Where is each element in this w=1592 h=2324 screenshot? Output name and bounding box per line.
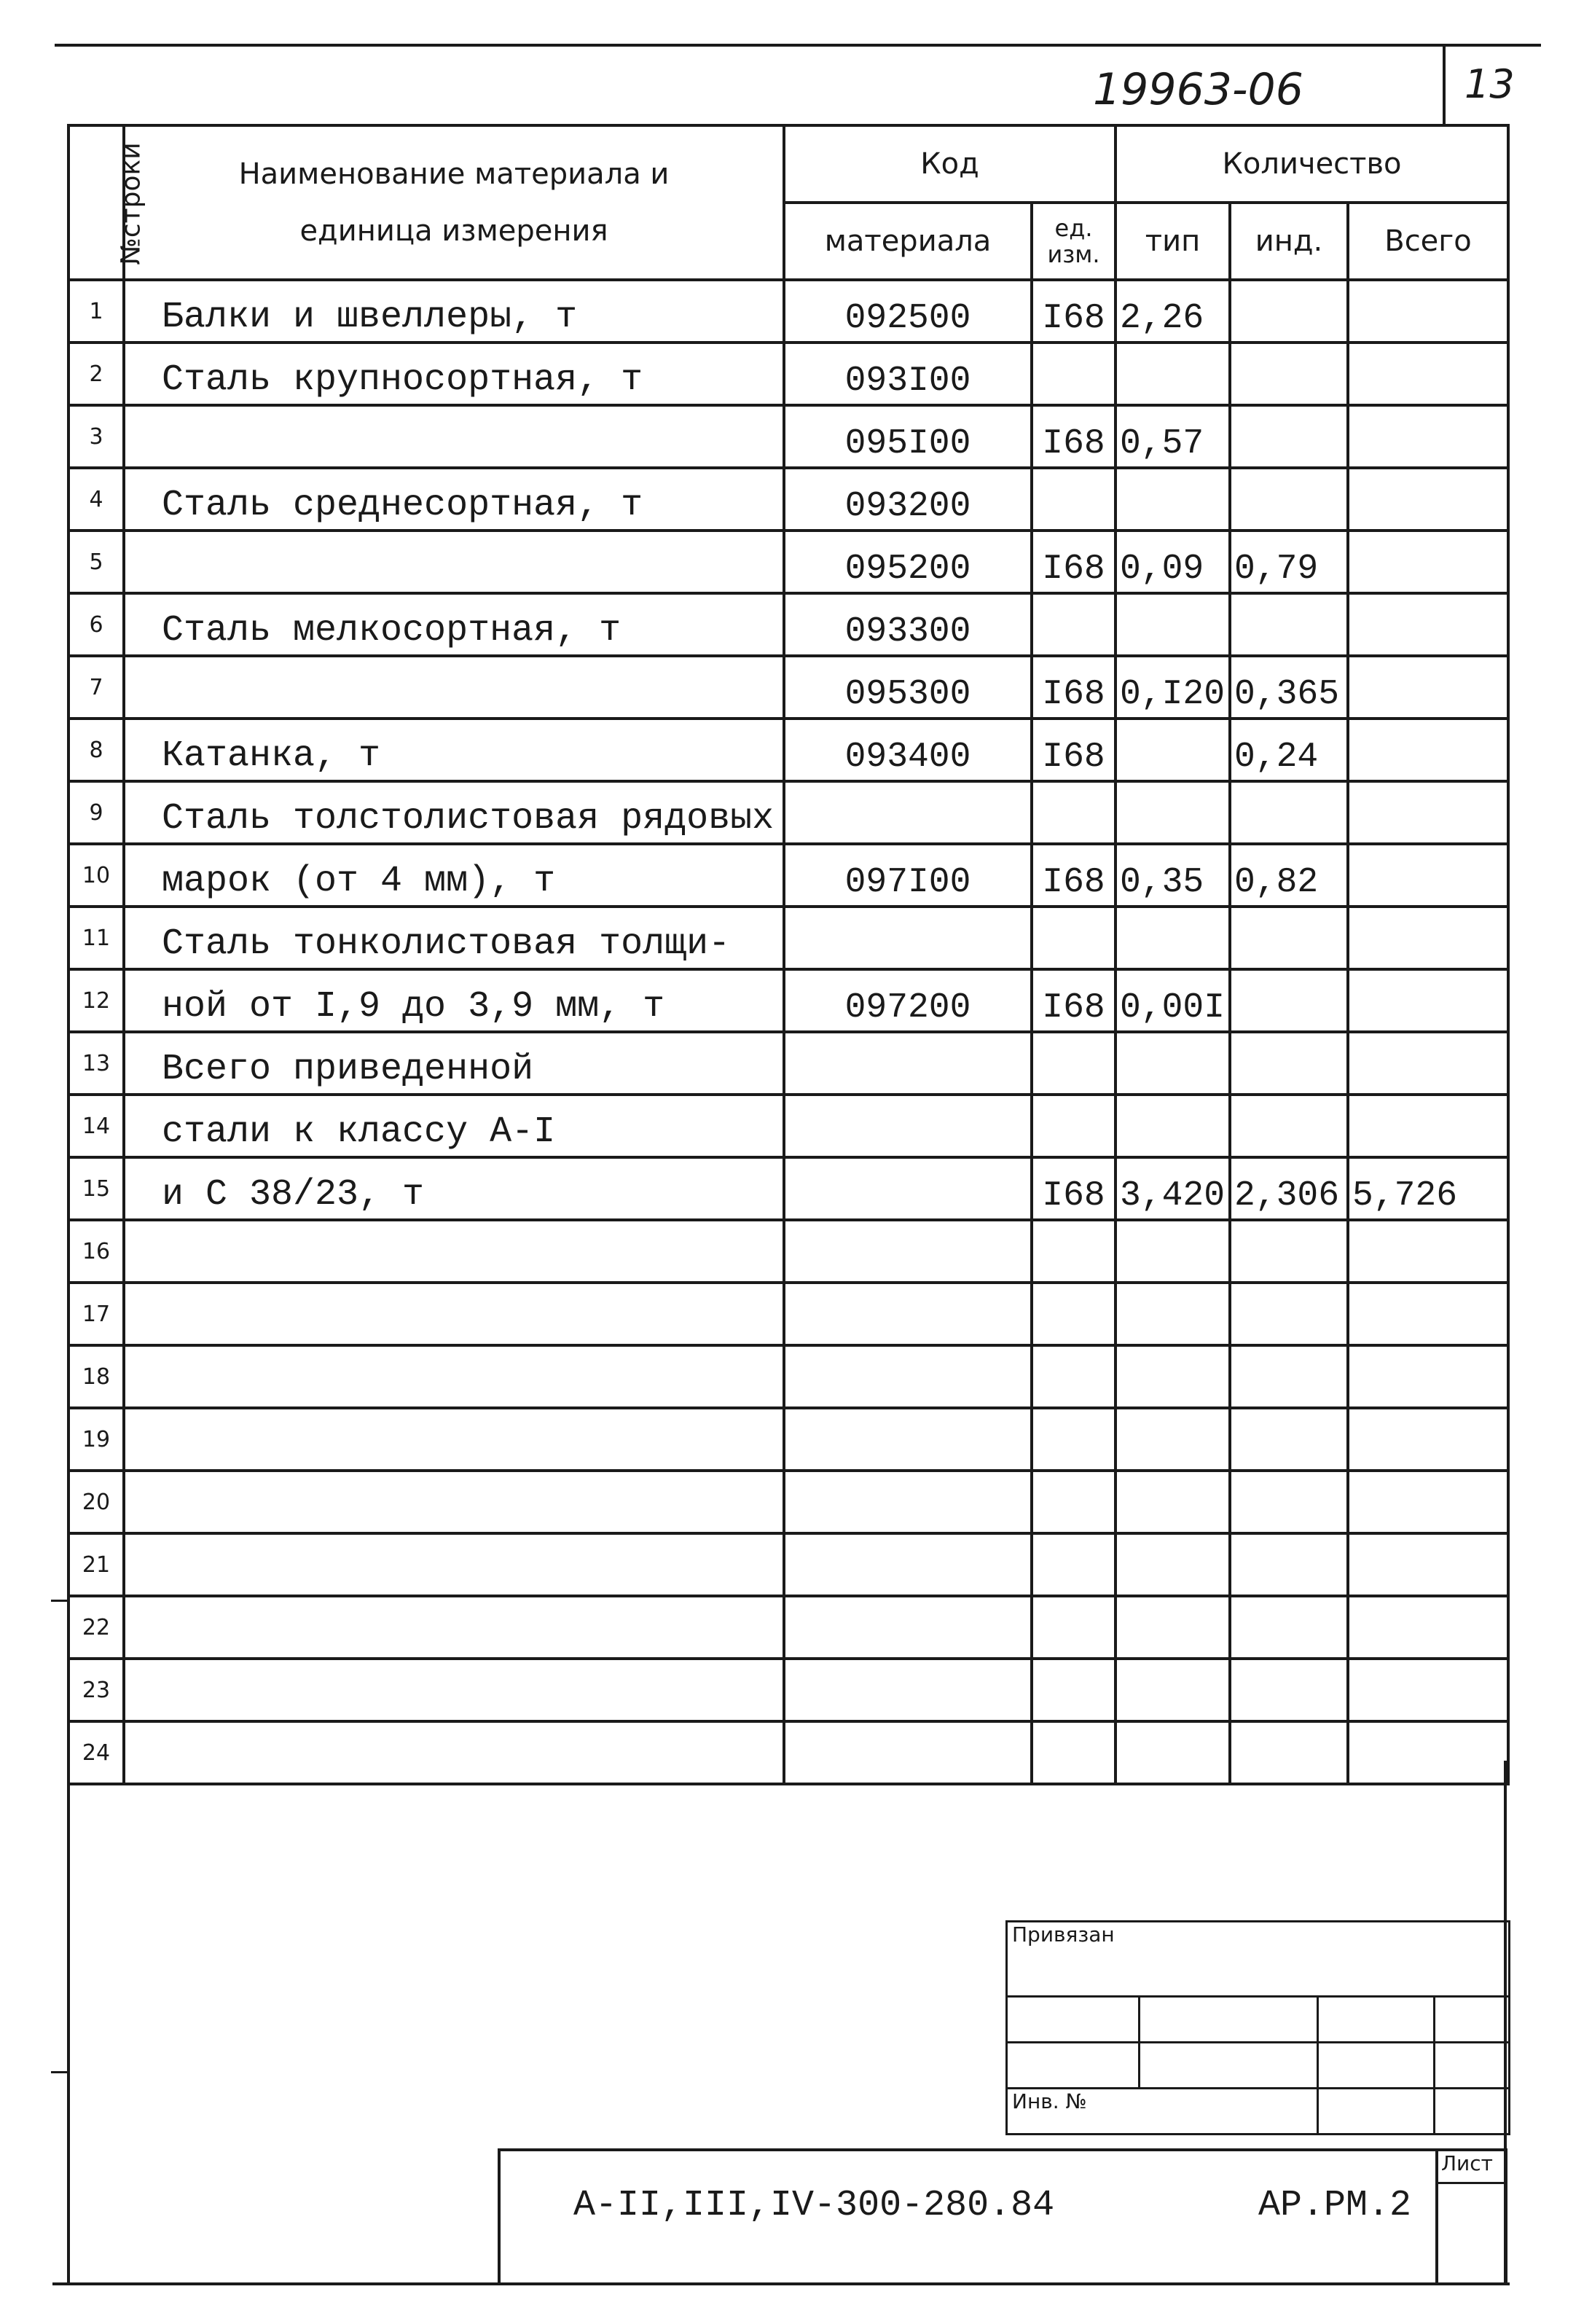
unit-code — [1032, 1220, 1115, 1283]
unit-code — [1032, 907, 1115, 969]
qty-ind — [1230, 1721, 1348, 1784]
qty-total: 5,726 — [1348, 1157, 1508, 1220]
qty-total — [1348, 781, 1508, 844]
linked-cell — [1007, 1922, 1510, 1997]
qty-ind — [1230, 781, 1348, 844]
material-code — [784, 1659, 1032, 1721]
qty-typ — [1115, 781, 1230, 844]
qty-typ: 0,09 — [1115, 531, 1230, 593]
qty-ind — [1230, 1596, 1348, 1659]
qty-total — [1348, 907, 1508, 969]
qty-typ — [1115, 1533, 1230, 1596]
linked-label: Привязан — [1012, 1922, 1115, 1947]
unit-header: ед. изм. — [1032, 203, 1115, 280]
qty-typ: 2,26 — [1115, 280, 1230, 343]
material-name: Сталь крупносортная, т — [124, 343, 784, 405]
material-name — [124, 1596, 784, 1659]
qty-total — [1348, 1659, 1508, 1721]
qty-ind — [1230, 1220, 1348, 1283]
qty-typ — [1115, 343, 1230, 405]
qty-total — [1348, 1471, 1508, 1533]
material-name: Сталь тонколистовая толщи- — [124, 907, 784, 969]
unit-code: I68 — [1032, 656, 1115, 719]
binding-mark-1 — [51, 1600, 70, 1602]
material-name: Сталь среднесортная, т — [124, 468, 784, 531]
material-name — [124, 1659, 784, 1721]
table-row — [68, 468, 1508, 531]
qty-ind — [1230, 1471, 1348, 1533]
material-name: и С 38/23, т — [124, 1157, 784, 1220]
qty-total — [1348, 468, 1508, 531]
sheet-label: Лист — [1441, 2151, 1493, 2175]
material-code — [784, 1095, 1032, 1157]
qty-total — [1348, 969, 1508, 1032]
material-name: ной от I,9 до 3,9 мм, т — [124, 969, 784, 1032]
row-number: 16 — [68, 1220, 124, 1283]
row-number: 24 — [68, 1721, 124, 1784]
qty-typ — [1115, 1345, 1230, 1408]
table-row — [68, 280, 1508, 343]
material-code — [784, 1345, 1032, 1408]
unit-code — [1032, 1095, 1115, 1157]
table-row — [68, 1721, 1508, 1784]
table-row — [68, 1032, 1508, 1095]
row-number: 3 — [68, 405, 124, 468]
qty-typ: 0,I20 — [1115, 656, 1230, 719]
table-row — [68, 593, 1508, 656]
row-number: 5 — [68, 531, 124, 593]
unit-code — [1032, 1408, 1115, 1471]
qty-total — [1348, 1345, 1508, 1408]
table-row — [68, 1095, 1508, 1157]
table-row — [68, 781, 1508, 844]
qty-total — [1348, 1220, 1508, 1283]
row-number: 23 — [68, 1659, 124, 1721]
table-row — [68, 656, 1508, 719]
qty-typ — [1115, 719, 1230, 781]
table-row — [68, 907, 1508, 969]
qty-typ — [1115, 468, 1230, 531]
qty-typ — [1115, 1220, 1230, 1283]
unit-code — [1032, 1721, 1115, 1784]
unit-code — [1032, 343, 1115, 405]
qty-total — [1348, 1095, 1508, 1157]
unit-code: I68 — [1032, 405, 1115, 468]
qty-typ: 0,35 — [1115, 844, 1230, 907]
material-name — [124, 531, 784, 593]
material-name — [124, 1283, 784, 1345]
unit-code: I68 — [1032, 969, 1115, 1032]
row-number: 21 — [68, 1533, 124, 1596]
qty-ind: 2,306 — [1230, 1157, 1348, 1220]
material-name: Катанка, т — [124, 719, 784, 781]
material-name: Балки и швеллеры, т — [124, 280, 784, 343]
unit-code — [1032, 1471, 1115, 1533]
material-code: 093200 — [784, 468, 1032, 531]
row-number: 12 — [68, 969, 124, 1032]
sheet-box-divider — [1438, 2182, 1507, 2184]
material-name: стали к классу А-I — [124, 1095, 784, 1157]
row-number: 11 — [68, 907, 124, 969]
table-row — [68, 844, 1508, 907]
material-name — [124, 1220, 784, 1283]
material-name — [124, 1345, 784, 1408]
qty-typ — [1115, 1095, 1230, 1157]
table-row — [68, 1345, 1508, 1408]
materials-table — [67, 124, 1510, 1785]
table-row — [68, 1471, 1508, 1533]
qty-ind: 0,79 — [1230, 531, 1348, 593]
row-number: 10 — [68, 844, 124, 907]
material-code — [784, 1157, 1032, 1220]
quantity-header: Количество — [1115, 125, 1508, 203]
row-number: 9 — [68, 781, 124, 844]
qty-ind — [1230, 1345, 1348, 1408]
table-row — [68, 405, 1508, 468]
qty-ind — [1230, 1659, 1348, 1721]
material-name: Сталь мелкосортная, т — [124, 593, 784, 656]
table-row — [68, 969, 1508, 1032]
qty-total — [1348, 1533, 1508, 1596]
qty-ind — [1230, 405, 1348, 468]
row-number: 8 — [68, 719, 124, 781]
material-code — [784, 1220, 1032, 1283]
title-box — [498, 2148, 1507, 2285]
qty-typ — [1115, 1408, 1230, 1471]
unit-code — [1032, 1283, 1115, 1345]
table-row — [68, 343, 1508, 405]
row-number: 4 — [68, 468, 124, 531]
qty-total — [1348, 343, 1508, 405]
row-number: 2 — [68, 343, 124, 405]
qty-total — [1348, 531, 1508, 593]
name-header: Наименование материала и единица измерения — [124, 125, 784, 280]
qty-total — [1348, 280, 1508, 343]
qty-ind — [1230, 969, 1348, 1032]
binding-mark-2 — [51, 2071, 70, 2073]
unit-code — [1032, 593, 1115, 656]
sheet-box — [1435, 2148, 1507, 2285]
row-number: 14 — [68, 1095, 124, 1157]
material-name: марок (от 4 мм), т — [124, 844, 784, 907]
qty-typ — [1115, 1659, 1230, 1721]
table-row — [68, 1220, 1508, 1283]
sheet-divider — [1443, 45, 1446, 125]
material-code: 097200 — [784, 969, 1032, 1032]
qty-total — [1348, 656, 1508, 719]
top-rule — [55, 44, 1541, 47]
ind-header: инд. — [1230, 203, 1348, 280]
unit-code — [1032, 1596, 1115, 1659]
qty-ind: 0,365 — [1230, 656, 1348, 719]
unit-code: I68 — [1032, 844, 1115, 907]
unit-code — [1032, 1032, 1115, 1095]
qty-total — [1348, 719, 1508, 781]
row-number: 15 — [68, 1157, 124, 1220]
qty-total — [1348, 1032, 1508, 1095]
qty-total — [1348, 405, 1508, 468]
frame-left — [67, 1761, 70, 2285]
doc-number: 19963-06 — [1093, 64, 1303, 115]
material-name — [124, 1533, 784, 1596]
row-number: 7 — [68, 656, 124, 719]
row-number-header: №строки — [68, 125, 124, 280]
qty-ind — [1230, 1533, 1348, 1596]
material-code — [784, 1721, 1032, 1784]
qty-typ — [1115, 593, 1230, 656]
qty-typ — [1115, 1032, 1230, 1095]
section-code: АР.РМ.2 — [1258, 2185, 1412, 2226]
table-row — [68, 1659, 1508, 1721]
material-code: 092500 — [784, 280, 1032, 343]
row-number: 20 — [68, 1471, 124, 1533]
qty-total — [1348, 1596, 1508, 1659]
unit-code — [1032, 468, 1115, 531]
material-code — [784, 1032, 1032, 1095]
unit-code — [1032, 1345, 1115, 1408]
material-code: 095300 — [784, 656, 1032, 719]
unit-code — [1032, 781, 1115, 844]
material-name — [124, 405, 784, 468]
qty-typ — [1115, 1283, 1230, 1345]
material-name — [124, 656, 784, 719]
row-number: 13 — [68, 1032, 124, 1095]
material-code: 097I00 — [784, 844, 1032, 907]
table-row — [68, 531, 1508, 593]
row-number: 19 — [68, 1408, 124, 1471]
sheet-number: 13 — [1464, 61, 1515, 107]
row-number: 1 — [68, 280, 124, 343]
material-code — [784, 1408, 1032, 1471]
material-name — [124, 1471, 784, 1533]
typ-header: тип — [1115, 203, 1230, 280]
qty-ind — [1230, 468, 1348, 531]
material-name: Всего приведенной — [124, 1032, 784, 1095]
qty-typ: 3,420 — [1115, 1157, 1230, 1220]
material-code — [784, 907, 1032, 969]
unit-code — [1032, 1533, 1115, 1596]
unit-code: I68 — [1032, 531, 1115, 593]
inv-no-cell — [1007, 2089, 1318, 2135]
qty-ind — [1230, 593, 1348, 656]
qty-total — [1348, 1408, 1508, 1471]
table-row — [68, 1533, 1508, 1596]
qty-ind — [1230, 1095, 1348, 1157]
qty-ind — [1230, 1408, 1348, 1471]
material-code — [784, 1596, 1032, 1659]
qty-typ: 0,00I — [1115, 969, 1230, 1032]
material-code: 095200 — [784, 531, 1032, 593]
qty-ind — [1230, 1283, 1348, 1345]
qty-total — [1348, 1721, 1508, 1784]
table-row — [68, 719, 1508, 781]
qty-typ — [1115, 1721, 1230, 1784]
qty-typ — [1115, 907, 1230, 969]
qty-typ — [1115, 1471, 1230, 1533]
table-row — [68, 1157, 1508, 1220]
material-code — [784, 1533, 1032, 1596]
unit-code: I68 — [1032, 1157, 1115, 1220]
qty-total — [1348, 593, 1508, 656]
row-number: 6 — [68, 593, 124, 656]
qty-ind — [1230, 1032, 1348, 1095]
qty-typ: 0,57 — [1115, 405, 1230, 468]
material-code: 095I00 — [784, 405, 1032, 468]
inv-no-label: Инв. № — [1012, 2089, 1087, 2113]
table-row — [68, 1283, 1508, 1345]
stamp-block — [1005, 1920, 1510, 2135]
material-code — [784, 1283, 1032, 1345]
material-code: 093300 — [784, 593, 1032, 656]
project-code: А-II,III,IV-300-280.84 — [573, 2185, 1055, 2226]
row-number: 17 — [68, 1283, 124, 1345]
material-name — [124, 1408, 784, 1471]
qty-total — [1348, 1283, 1508, 1345]
table-row — [68, 1596, 1508, 1659]
qty-total — [1348, 844, 1508, 907]
row-number: 22 — [68, 1596, 124, 1659]
unit-code: I68 — [1032, 280, 1115, 343]
qty-ind — [1230, 907, 1348, 969]
unit-code: I68 — [1032, 719, 1115, 781]
table-row — [68, 1408, 1508, 1471]
total-header: Всего — [1348, 203, 1508, 280]
qty-ind — [1230, 343, 1348, 405]
unit-code — [1032, 1659, 1115, 1721]
qty-ind — [1230, 280, 1348, 343]
qty-typ — [1115, 1596, 1230, 1659]
qty-ind: 0,82 — [1230, 844, 1348, 907]
row-number: 18 — [68, 1345, 124, 1408]
material-code — [784, 1471, 1032, 1533]
material-code: 093400 — [784, 719, 1032, 781]
material-code: 093I00 — [784, 343, 1032, 405]
material-name: Сталь толстолистовая рядовых — [124, 781, 784, 844]
material-code — [784, 781, 1032, 844]
material-name — [124, 1721, 784, 1784]
qty-ind: 0,24 — [1230, 719, 1348, 781]
code-header: Код — [784, 125, 1115, 203]
material-code-header: материала — [784, 203, 1032, 280]
